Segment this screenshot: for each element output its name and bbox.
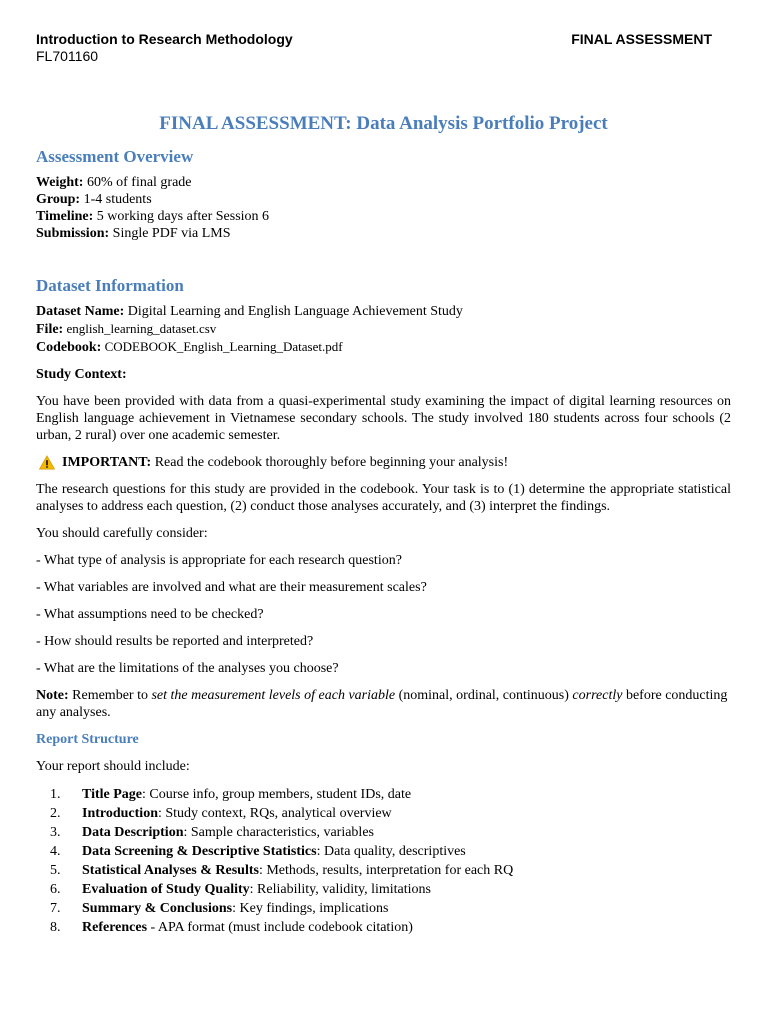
consider-item: - How should results be reported and interpreted?: [36, 634, 314, 649]
codebook-label: Codebook:: [36, 340, 102, 355]
weight-value: 60% of final grade: [83, 175, 192, 190]
task-paragraph: The research questions for this study are provided in the codebook. Your task is to (1) determine the appropriate statistical analyses to address each question, (2) conduct those analyses accurately, and (3) interpret the findings.: [36, 482, 731, 514]
report-structure-list: [36, 785, 731, 937]
weight-row: [36, 174, 731, 191]
group-value: 1-4 students: [80, 192, 152, 207]
list-item-title: Data Description: [82, 825, 184, 840]
study-context-label: [36, 366, 731, 383]
report-heading: Report Structure: [36, 732, 139, 747]
dataset-name-row: [36, 303, 731, 320]
note-text: Remember to: [68, 688, 152, 703]
course-title: Introduction to Research Methodology: [36, 31, 293, 47]
timeline-row: [36, 208, 731, 225]
list-number: 6.: [50, 882, 61, 897]
file-label: File:: [36, 322, 64, 337]
list-item-desc: : Methods, results, interpretation for each RQ: [258, 863, 514, 878]
report-intro: Your report should include:: [36, 759, 190, 774]
document-body: [36, 112, 731, 937]
dataset-name-label: Dataset Name:: [36, 304, 125, 319]
study-context-paragraph: You have been provided with data from a quasi-experimental study examining the impact of digital learning resources on English language achievement in Vietnamese secondary schools. The study involved 180 students across four schools (2 urban, 2 rural) over one academic semester.: [36, 394, 731, 443]
list-item-title: Data Screening & Descriptive Statistics: [82, 844, 317, 859]
list-item-desc: - APA format (must include codebook citation): [147, 920, 413, 935]
list-item-title: References: [82, 920, 148, 935]
consider-item: - What variables are involved and what are their measurement scales?: [36, 580, 427, 595]
dataset-name-value: Digital Learning and English Language Achievement Study: [124, 304, 463, 319]
page-header-left: [36, 31, 293, 65]
list-item: [36, 785, 731, 804]
list-item-title: Summary & Conclusions: [82, 901, 233, 916]
overview-details: [36, 174, 731, 242]
list-item-title: Introduction: [82, 806, 158, 821]
important-notice: [36, 454, 731, 471]
list-number: 1.: [50, 787, 61, 802]
consider-item: - What type of analysis is appropriate for each research question?: [36, 553, 402, 568]
list-number: 5.: [50, 863, 61, 878]
overview-heading: Assessment Overview: [36, 147, 194, 166]
group-label: Group:: [36, 192, 81, 207]
submission-label: Submission:: [36, 226, 110, 241]
codebook-row: [36, 338, 731, 356]
list-number: 7.: [50, 901, 61, 916]
file-row: [36, 320, 731, 338]
list-item: [36, 861, 731, 880]
timeline-value: 5 working days after Session 6: [93, 209, 270, 224]
timeline-label: Timeline:: [36, 209, 94, 224]
list-number: 2.: [50, 806, 61, 821]
list-item-desc: : Course info, group members, student IDs, date: [142, 787, 412, 802]
list-item-desc: : Study context, RQs, analytical overview: [157, 806, 392, 821]
list-item-title: Statistical Analyses & Results: [82, 863, 259, 878]
note-emphasis: correctly: [572, 688, 623, 703]
note-emphasis: set the measurement levels of each variable: [151, 688, 396, 703]
list-item-title: Evaluation of Study Quality: [82, 882, 250, 897]
codebook-value: CODEBOOK_English_Learning_Dataset.pdf: [101, 339, 343, 354]
list-item: [36, 899, 731, 918]
note-label: Note:: [36, 688, 69, 703]
course-code: FL701160: [36, 48, 99, 64]
list-number: 4.: [50, 844, 61, 859]
list-number: 8.: [50, 920, 61, 935]
list-item-desc: : Key findings, implications: [232, 901, 389, 916]
note-text: (nominal, ordinal, continuous): [395, 688, 573, 703]
list-item: [36, 880, 731, 899]
list-item: [36, 804, 731, 823]
dataset-heading: Dataset Information: [36, 276, 184, 295]
submission-row: [36, 225, 731, 242]
study-context-label-text: Study Context:: [36, 367, 127, 382]
submission-value: Single PDF via LMS: [109, 226, 231, 241]
file-value: english_learning_dataset.csv: [63, 321, 217, 336]
note-text: before conducting any analyses.: [36, 688, 728, 720]
warning-icon: [38, 455, 56, 470]
list-number: 3.: [50, 825, 61, 840]
group-row: [36, 191, 731, 208]
weight-label: Weight:: [36, 175, 84, 190]
list-item: [36, 918, 731, 937]
important-text: Read the codebook thoroughly before beginning your analysis!: [151, 455, 509, 470]
page-header-right: FINAL ASSESSMENT: [571, 31, 712, 47]
dataset-details: [36, 303, 731, 356]
list-item-title: Title Page: [82, 787, 143, 802]
list-item: [36, 823, 731, 842]
list-item-desc: : Sample characteristics, variables: [183, 825, 374, 840]
list-item: [36, 842, 731, 861]
list-item-desc: : Reliability, validity, limitations: [249, 882, 431, 897]
note-paragraph: [36, 687, 731, 721]
page-title: FINAL ASSESSMENT: Data Analysis Portfolio Project: [159, 113, 608, 134]
important-label: IMPORTANT:: [62, 455, 152, 470]
consider-item: - What assumptions need to be checked?: [36, 607, 264, 622]
consider-intro: You should carefully consider:: [36, 526, 208, 541]
list-item-desc: : Data quality, descriptives: [316, 844, 466, 859]
consider-item: - What are the limitations of the analyses you choose?: [36, 661, 339, 676]
